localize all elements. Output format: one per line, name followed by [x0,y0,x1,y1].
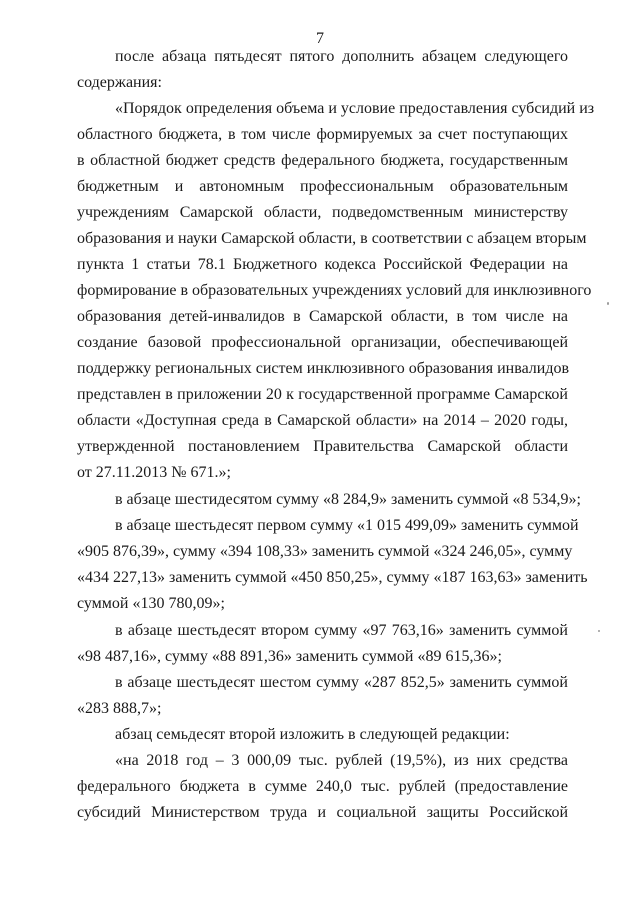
text-line: после абзаца пятьдесят пятого дополнить абзацем следующего [115,48,568,65]
text-line: создание базовой профессиональной организации, обеспечивающей [77,334,568,351]
text-line: в абзаце шестьдесят шестом сумму «287 852,5» заменить суммой [115,674,568,691]
text-line: утвержденной постановлением Правительства Самарской области [77,438,568,455]
text-line: в абзаце шестьдесят втором сумму «97 763,16» заменить суммой [115,622,568,639]
text-line: учреждениям Самарской области, подведомственным министерству [77,204,568,221]
text-line: суммой «130 780,09»; [77,595,225,612]
text-line: образования детей-инвалидов в Самарской области, в том числе на [77,308,568,325]
text-line: областного бюджета, в том числе формируемых за счет поступающих [77,126,568,143]
text-line: «Порядок определения объема и условие предоставления субсидий из [115,100,595,117]
text-line: области «Доступная среда в Самарской области» на 2014 – 2020 годы, [77,412,568,429]
text-line: формирование в образовательных учреждениях условий для инклюзивного [77,282,592,299]
scan-speck [607,302,609,305]
text-line: субсидий Министерством труда и социальной защиты Российской [77,804,568,821]
scan-speck [598,630,600,632]
text-line: «905 876,39», сумму «394 108,33» заменить суммой «324 246,05», сумму [77,543,573,560]
text-line: абзац семьдесят второй изложить в следующей редакции: [115,726,510,743]
text-line: «98 487,16», сумму «88 891,36» заменить суммой «89 615,36»; [77,648,502,665]
text-line: в абзаце шестьдесят первом сумму «1 015 499,09» заменить суммой [115,517,579,534]
page-number: 7 [316,30,324,47]
text-line: образования и науки Самарской области, в соответствии с абзацем вторым [77,230,587,247]
text-line: «283 888,7»; [77,700,162,717]
text-line: бюджетным и автономным профессиональным образовательным [77,178,568,195]
text-line: «434 227,13» заменить суммой «450 850,25», сумму «187 163,63» заменить [77,569,588,586]
text-line: от 27.11.2013 № 671.»; [77,464,231,481]
text-line: федерального бюджета в сумме 240,0 тыс. рублей (предоставление [77,778,568,795]
text-line: поддержку региональных систем инклюзивного образования инвалидов [77,360,570,377]
text-line: представлен в приложении 20 к государственной программе Самарской [77,386,568,403]
text-line: в абзаце шестидесятом сумму «8 284,9» заменить суммой «8 534,9»; [115,491,581,508]
text-line: пункта 1 статьи 78.1 Бюджетного кодекса Российской Федерации на [77,256,568,273]
text-line: содержания: [77,74,162,91]
text-line: «на 2018 год – 3 000,09 тыс. рублей (19,5%), из них средства [115,752,568,769]
text-line: в областной бюджет средств федерального бюджета, государственным [77,152,568,169]
